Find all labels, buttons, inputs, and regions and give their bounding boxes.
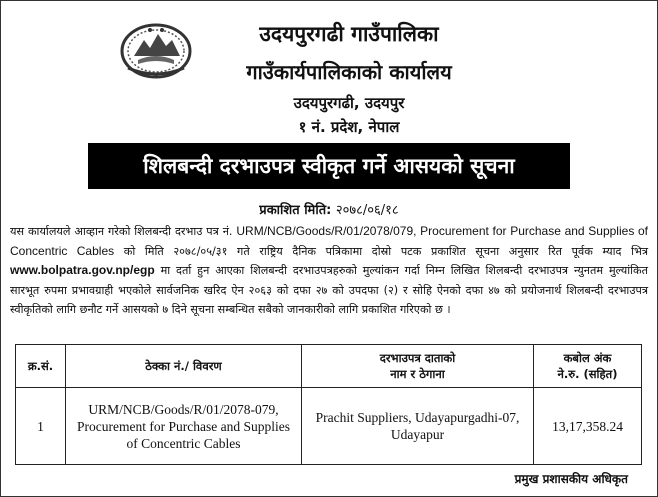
col-header-amount-line2: ने.रु. (सहित) [557,367,618,381]
table-row [16,388,642,465]
notice-body [10,222,648,320]
col-header-sn: क्र.सं. [16,345,66,388]
published-date-value: २०७८/०६/१८ [335,203,399,218]
body-part-1: यस कार्यालयले आव्हान गरेको शिलबन्दी दरभाउ पत्र नं. [10,225,237,238]
cell-contract: URM/NCB/Goods/R/01/2078-079, Procurement for Purchase and Supplies of Concentric Cables [66,388,302,465]
notice-title-banner: शिलबन्दी दरभाउपत्र स्वीकृत गर्ने आसयको सूचना [88,143,570,189]
published-date-label: प्रकाशित मिति: [259,203,332,218]
bolpatra-link[interactable]: www.bolpatra.gov.np/egp [10,263,155,277]
office-name: गाउँकार्यपालिकाको कार्यालय [246,60,452,84]
body-part-2: को मिति २०७८/०५/३१ गते राष्ट्रिय दैनिक पत्रिकामा दोस्रो पटक प्रकाशित सूचना अनुसार रित पूर्वक म्याद भित्र [114,244,649,258]
col-header-amount-line1: कबोल अंक [563,351,612,365]
municipality-name: उदयपुरगढी गाउँपालिका [259,22,439,46]
signoff-title: प्रमुख प्रशासकीय अधिकृत [514,472,628,486]
col-header-bidder-line2: नाम र ठेगाना [390,367,445,381]
col-header-bidder-line1: दरभाउपत्र दाताको [379,351,456,365]
cell-amount: 13,17,358.24 [534,388,642,465]
col-header-amount [534,345,642,388]
table-header-row [16,345,642,388]
award-table [15,344,642,465]
col-header-contract: ठेक्का नं./ विवरण [66,345,302,388]
province-line: १ नं. प्रदेश, नेपाल [298,118,400,136]
cell-bidder: Prachit Suppliers, Udayapurgadhi-07, Udayapur [302,388,534,465]
body-part-3: मा दर्ता हुन आएका शिलबन्दी दरभाउपत्रहरुको मुल्यांकन गर्दा निम्न लिखित शिलबन्दी दरभाउपत्र न्युनतम मुल्यांकित सारभूत रुपमा प्रभावग्राही भएकोले सार्वजनिक खरिद ऐन २०६३ को दफा २७ को उपदफा (२) र सोहि ऐनको दफा ४७ को प्रयोजनार्थ शिलबन्दी दरभाउपत्र स्वीकृतिको लागि छनौट गर्ने आसयको ७ दिने सूचना सम्बन्धित सबैको जानकारीको लागि प्रकाशित गरिएको छ । [10,264,648,316]
col-header-bidder [302,345,534,388]
published-date [0,200,658,218]
body-contract-ref: URM/NCB/Goods/R/01/2078/079, Procurement for Purchase and Supplies of Concentric Cables [10,224,649,258]
cell-sn: 1 [16,388,66,465]
office-address: उदयपुरगढी, उदयपुर [293,94,405,112]
